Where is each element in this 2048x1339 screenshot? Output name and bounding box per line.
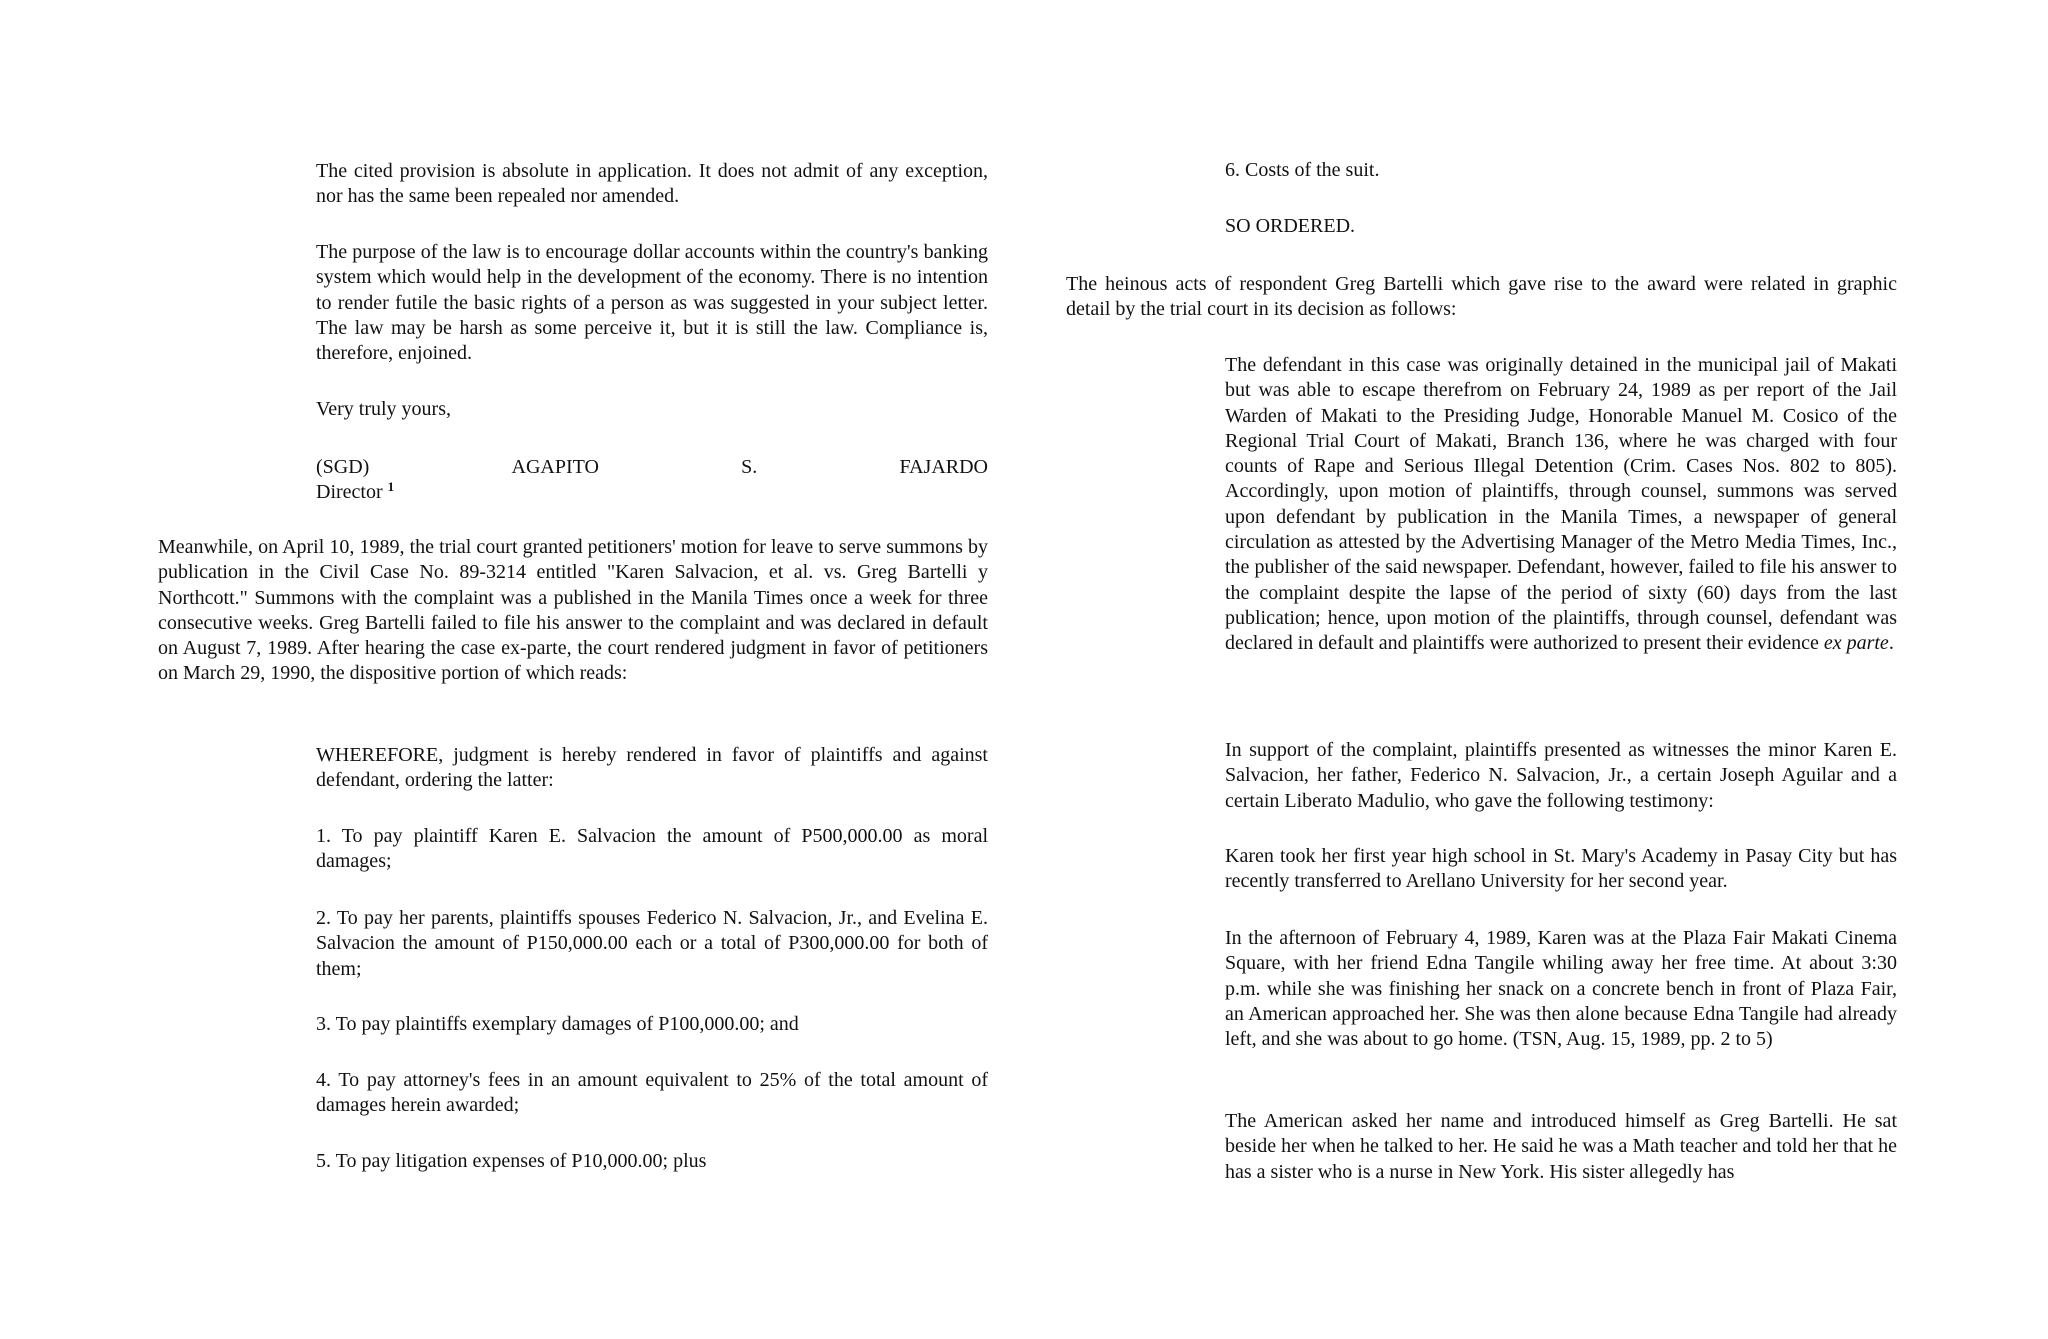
right-page	[1024, 0, 2048, 1339]
signature-title-line	[316, 480, 988, 505]
signature-last-name: FAJARDO	[899, 456, 988, 478]
paragraph-wherefore: WHEREFORE, judgment is hereby rendered in favor of plaintiffs and against defendant, ordering the latter:	[316, 744, 988, 792]
so-ordered: SO ORDERED.	[1225, 215, 1356, 237]
order-item-6: 6. Costs of the suit.	[1225, 159, 1380, 181]
paragraph-cited-provision: The cited provision is absolute in application. It does not admit of any exception, nor has the same been repealed nor amended.	[316, 160, 988, 208]
order-item-5: 5. To pay litigation expenses of P10,000.00; plus	[316, 1150, 707, 1172]
order-item-3: 3. To pay plaintiffs exemplary damages of P100,000.00; and	[316, 1013, 799, 1035]
footnote-marker: 1	[387, 479, 395, 495]
signature-first-name: AGAPITO	[511, 456, 599, 478]
signature-middle-initial: S.	[741, 456, 758, 478]
paragraph-afternoon-feb-4: In the afternoon of February 4, 1989, Karen was at the Plaza Fair Makati Cinema Square, with her friend Edna Tangile whiling away her free time. At about 3:30 p.m. while she was finishing her snack on a concrete bench in front of Plaza Fair, an American approached her. She was then alone because Edna Tangile had already left, and she was about to go home. (TSN, Aug. 15, 1989, pp. 2 to 5)	[1225, 927, 1897, 1051]
paragraph-purpose-of-law: The purpose of the law is to encourage dollar accounts within the country's banking system which would help in the development of the economy. There is no intention to render futile the basic rights of a person as was suggested in your subject letter. The law may be harsh as some perceive it, but it is still the law. Compliance is, therefore, enjoined.	[316, 241, 988, 365]
ex-parte-italic: ex parte	[1823, 632, 1889, 655]
paragraph-support-of-complaint: In support of the complaint, plaintiffs presented as witnesses the minor Karen E. Salvacion, her father, Federico N. Salvacion, Jr., a certain Joseph Aguilar and a certain Liberato Madulio, who gave the following testimony:	[1225, 739, 1897, 812]
signature-title: Director	[316, 481, 383, 504]
order-item-1: 1. To pay plaintiff Karen E. Salvacion the amount of P500,000.00 as moral damages;	[316, 825, 988, 873]
paragraph-defendant-detained	[1225, 353, 1897, 657]
signature-name-line	[316, 455, 988, 480]
order-item-2: 2. To pay her parents, plaintiffs spouses Federico N. Salvacion, Jr., and Evelina E. Salvacion the amount of P150,000.00 each or a total of P300,000.00 for both of them;	[316, 907, 988, 980]
order-item-4: 4. To pay attorney's fees in an amount equivalent to 25% of the total amount of damages herein awarded;	[316, 1069, 988, 1117]
paragraph-american-asked: The American asked her name and introduced himself as Greg Bartelli. He sat beside her when he talked to her. He said he was a Math teacher and told her that he has a sister who is a nurse in New York. His sister allegedly has	[1225, 1110, 1897, 1183]
paragraph-heinous-acts: The heinous acts of respondent Greg Bartelli which gave rise to the award were related in graphic detail by the trial court in its decision as follows:	[1066, 273, 1897, 321]
defendant-text-end: .	[1888, 632, 1894, 655]
paragraph-karen-school: Karen took her first year high school in St. Mary's Academy in Pasay City but has recently transferred to Arellano University for her second year.	[1225, 845, 1897, 893]
closing-salutation: Very truly yours,	[316, 398, 451, 420]
paragraph-meanwhile: Meanwhile, on April 10, 1989, the trial court granted petitioners' motion for leave to serve summons by publication in the Civil Case No. 89-3214 entitled "Karen Salvacion, et al. vs. Greg Bartelli y Northcott." Summons with the complaint was a published in the Manila Times once a week for three consecutive weeks. Greg Bartelli failed to file his answer to the complaint and was declared in default on August 7, 1989. After hearing the case ex-parte, the court rendered judgment in favor of petitioners on March 29, 1990, the dispositive portion of which reads:	[158, 536, 988, 685]
defendant-text: The defendant in this case was originally detained in the municipal jail of Makati but was able to escape therefrom on February 24, 1989 as per report of the Jail Warden of Makati to the Presiding Judge, Honorable Manuel M. Cosico of the Regional Trial Court of Makati, Branch 136, where he was charged with four counts of Rape and Serious Illegal Detention (Crim. Cases Nos. 802 to 805). Accordingly, upon motion of plaintiffs, through counsel, summons was served upon defendant by publication in the Manila Times, a newspaper of general circulation as attested by the Advertising Manager of the Metro Media Times, Inc., the publisher of the said newspaper. Defendant, however, failed to file his answer to the complaint despite the lapse of the period of sixty (60) days from the last publication; hence, upon motion of the plaintiffs, through counsel, defendant was declared in default and plaintiffs were authorized to present their evidence	[1225, 354, 1897, 655]
signature-block	[316, 455, 988, 506]
signature-sgd: (SGD)	[316, 456, 370, 478]
